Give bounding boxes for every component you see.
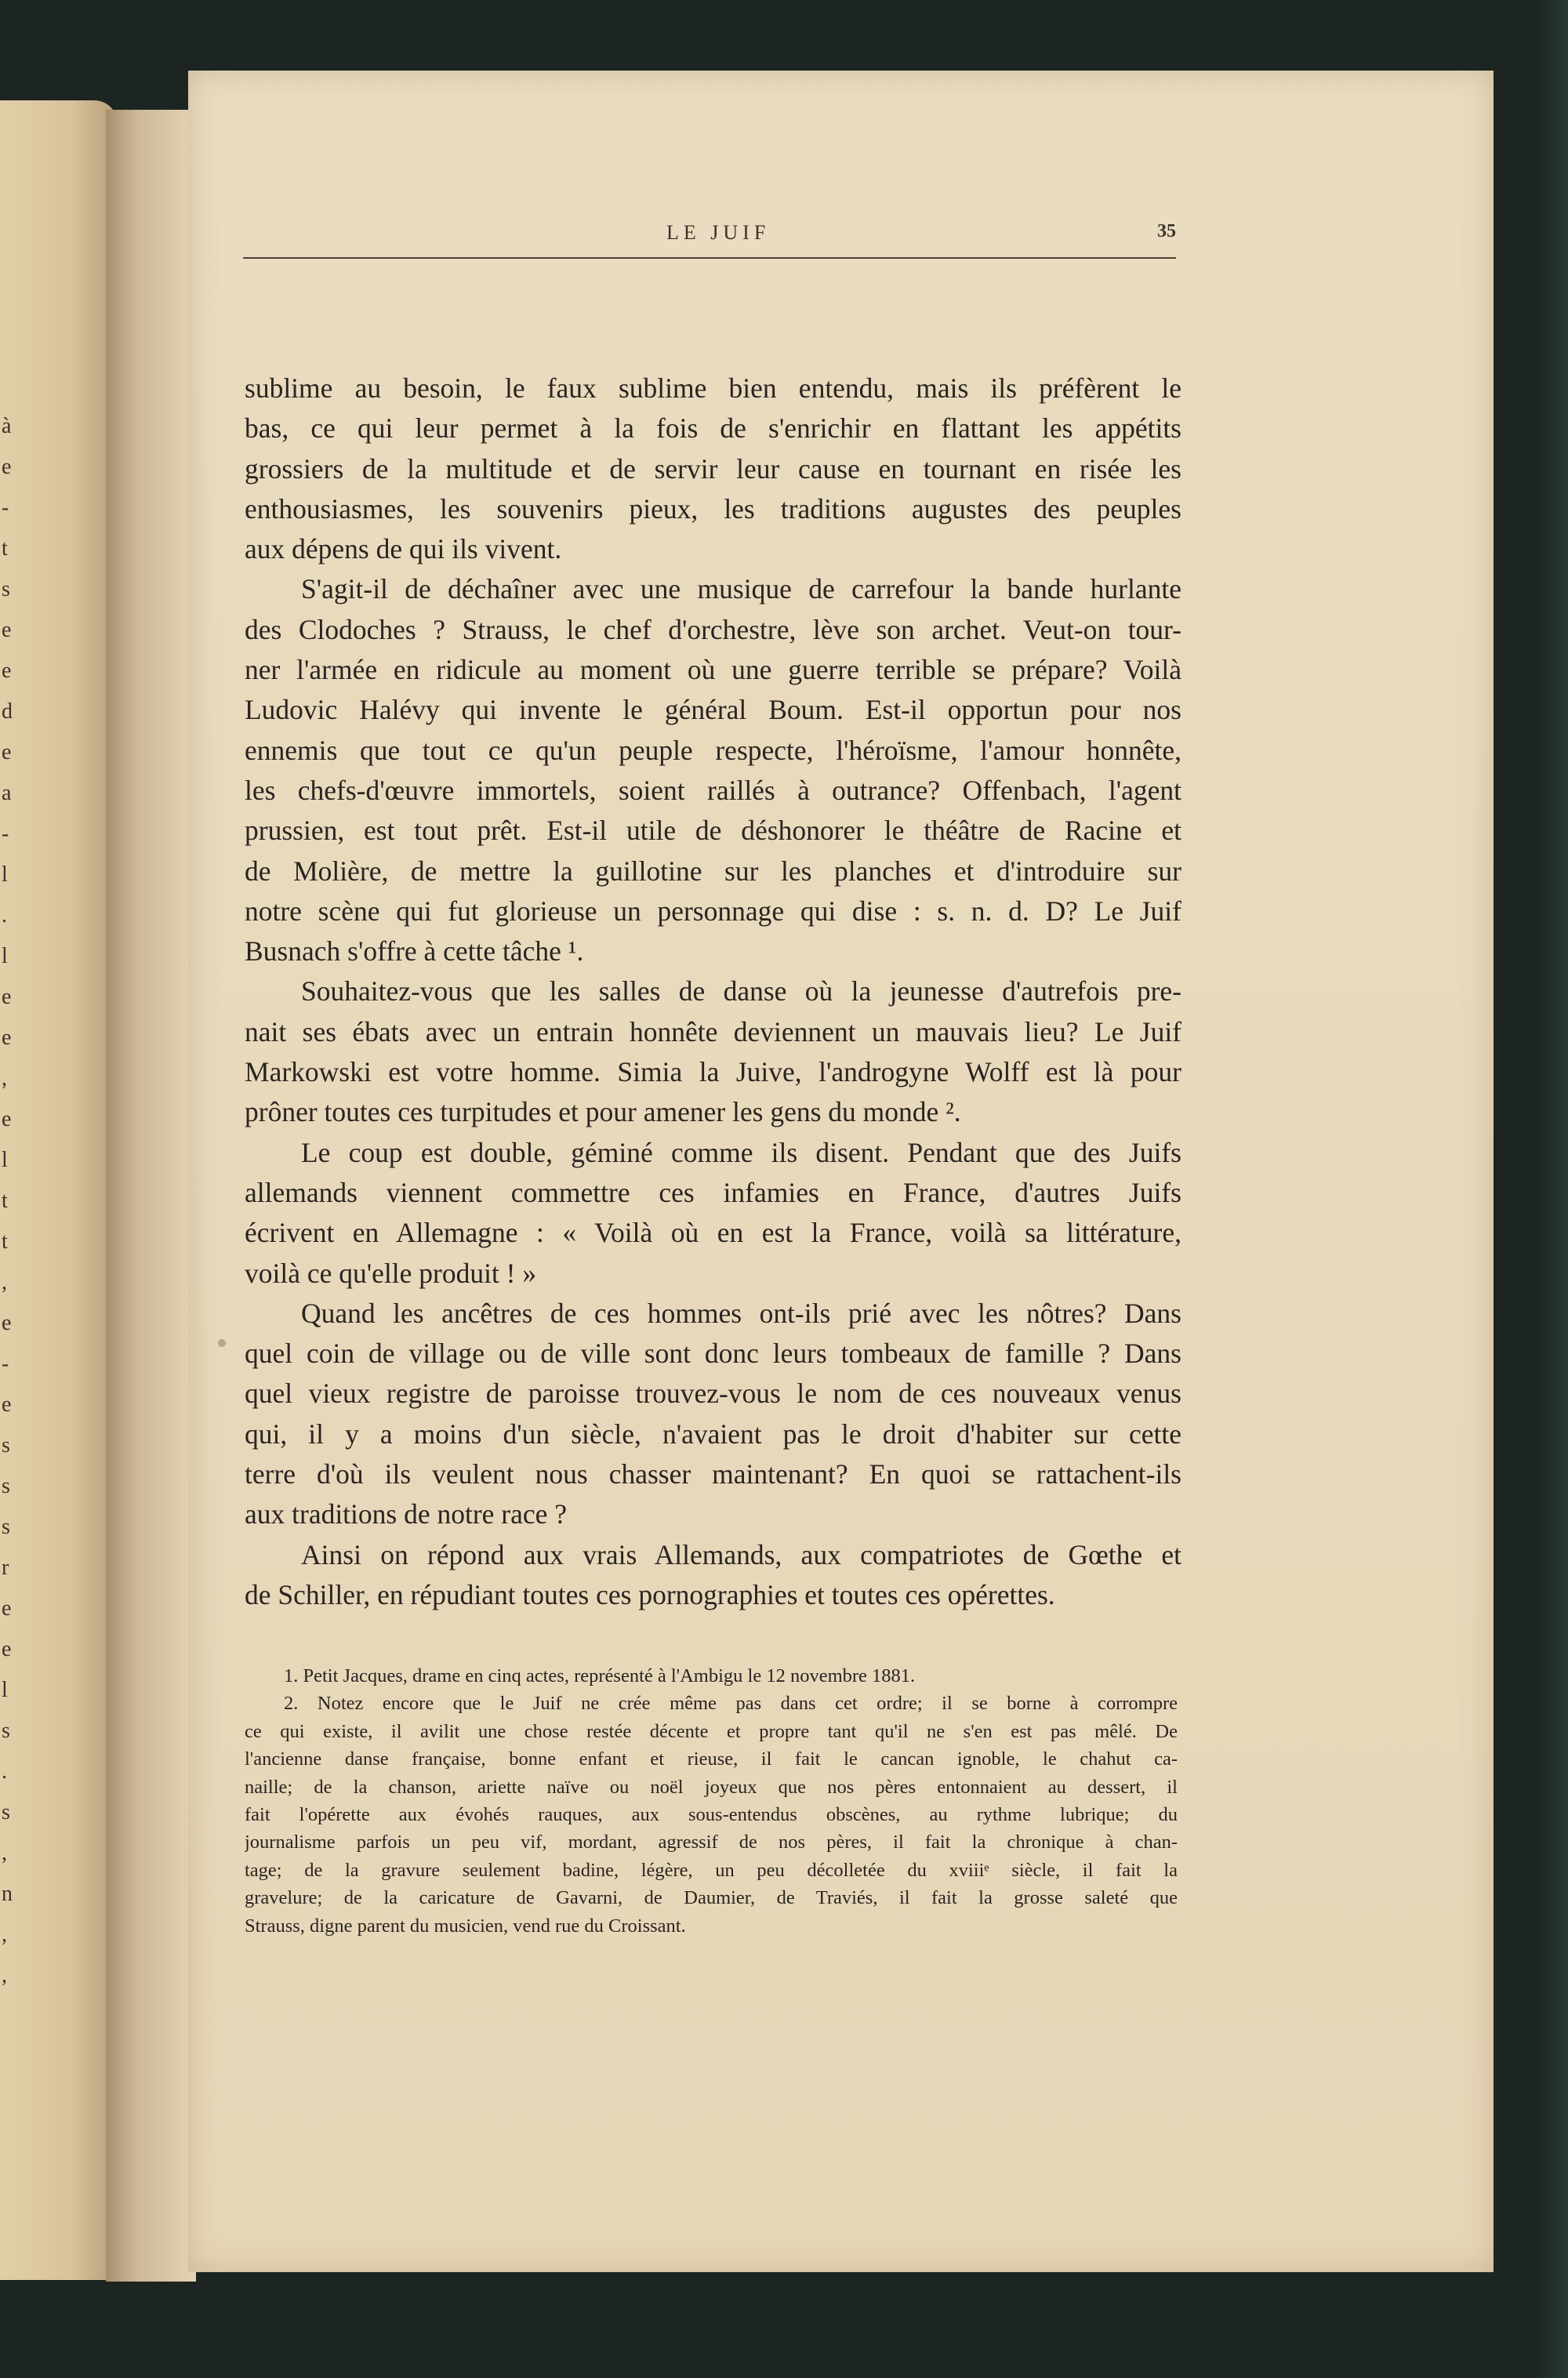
body-line: prussien, est tout prêt. Est-il utile de déshonorer le théâtre de Racine et — [245, 815, 1181, 847]
left-margin-char: . — [2, 903, 7, 928]
left-margin-char: - — [2, 822, 9, 846]
left-margin-char: s — [2, 577, 10, 601]
left-margin-char: t — [2, 1229, 8, 1254]
left-margin-char: , — [2, 1066, 7, 1091]
left-margin-char: , — [2, 1270, 7, 1294]
body-line: des Clodoches ? Strauss, le chef d'orchestre, lève son archet. Veut-on tour- — [245, 613, 1181, 645]
left-margin-char: . — [2, 1759, 7, 1784]
footnote-line: tage; de la gravure seulement badine, légère, un peu décolletée du xviiiᵉ siècle, il fait la — [245, 1859, 1178, 1881]
left-margin-char: d — [2, 699, 13, 724]
body-line: notre scène qui fut glorieuse un personnage qui dise : s. n. d. D? Le Juif — [245, 895, 1181, 927]
running-title: LE JUIF — [666, 221, 771, 244]
body-line: aux traditions de notre race ? — [245, 1498, 568, 1530]
left-margin-char: l — [2, 1678, 8, 1702]
running-header — [243, 220, 1176, 267]
body-line: Ainsi on répond aux vrais Allemands, aux compatriotes de Gœthe et — [301, 1538, 1181, 1570]
body-line: prôner toutes ces turpitudes et pour amener les gens du monde ². — [245, 1096, 961, 1128]
left-margin-char: , — [2, 1963, 7, 1988]
left-margin-char: e — [2, 618, 12, 642]
left-margin-char: s — [2, 1719, 10, 1743]
footnote-line: journalisme parfois un peu vif, mordant, agressif de nos pères, il fait la chronique à chan- — [245, 1832, 1178, 1853]
body-line: quel vieux registre de paroisse trouvez-vous le nom de ces nouveaux venus — [245, 1378, 1181, 1410]
footnote-line: l'ancienne danse française, bonne enfant et rieuse, il fait le cancan ignoble, le chahut ca- — [245, 1748, 1178, 1770]
body-line: ner l'armée en ridicule au moment où une guerre terrible se prépare? Voilà — [245, 654, 1181, 686]
left-margin-char: e — [2, 1596, 12, 1621]
footnote-line: fait l'opérette aux évohés rauques, aux sous-entendus obscènes, au rythme lubrique; du — [245, 1803, 1178, 1825]
body-line: ennemis que tout ce qu'un peuple respecte, l'héroïsme, l'amour honnête, — [245, 734, 1181, 766]
body-line: Ludovic Halévy qui invente le général Boum. Est-il opportun pour nos — [245, 694, 1181, 726]
body-line: aux dépens de qui ils vivent. — [245, 533, 562, 565]
left-margin-char: - — [2, 1352, 9, 1376]
left-facing-page — [0, 100, 118, 2280]
left-margin-char: t — [2, 1189, 8, 1213]
left-margin-char: a — [2, 781, 12, 805]
body-line: allemands viennent commettre ces infamies en France, d'autres Juifs — [245, 1176, 1181, 1208]
footnote-line: naille; de la chanson, ariette naïve ou noël joyeux que nos pères entonnaient au dessert, il — [245, 1776, 1178, 1798]
header-rule — [243, 257, 1176, 259]
body-line: grossiers de la multitude et de servir leur cause en tournant en risée les — [245, 452, 1181, 485]
left-margin-char: e — [2, 1026, 12, 1050]
footnote-line: 2. Notez encore que le Juif ne crée même pas dans cet ordre; il se borne à corrompre — [284, 1693, 1178, 1715]
body-line: Quand les ancêtres de ces hommes ont-ils prié avec les nôtres? Dans — [301, 1297, 1181, 1329]
left-margin-char: e — [2, 1311, 12, 1335]
left-margin-char: s — [2, 1433, 10, 1458]
left-margin-char: l — [2, 1148, 8, 1172]
body-line: écrivent en Allemagne : « Voilà où en est la France, voilà sa littérature, — [245, 1217, 1181, 1249]
body-text — [245, 368, 1181, 1615]
body-line: S'agit-il de déchaîner avec une musique de carrefour la bande hurlante — [301, 573, 1181, 605]
body-line: Le coup est double, géminé comme ils disent. Pendant que des Juifs — [301, 1136, 1181, 1168]
background-edge — [1537, 0, 1568, 2378]
footnote-line: 1. Petit Jacques, drame en cinq actes, représenté à l'Ambigu le 12 novembre 1881. — [284, 1665, 916, 1686]
left-margin-char: e — [2, 985, 12, 1009]
left-margin-char: e — [2, 740, 12, 764]
left-margin-char: n — [2, 1882, 13, 1906]
page-mark — [218, 1339, 226, 1347]
body-line: qui, il y a moins d'un siècle, n'avaient pas le droit d'habiter sur cette — [245, 1418, 1181, 1450]
body-line: Busnach s'offre à cette tâche ¹. — [245, 935, 584, 968]
left-margin-char: l — [2, 862, 8, 887]
left-margin-char: e — [2, 455, 12, 479]
left-margin-char: s — [2, 1474, 10, 1498]
left-margin-char: s — [2, 1515, 10, 1539]
left-margin-char: e — [2, 1392, 12, 1417]
left-margin-char: e — [2, 1637, 12, 1661]
footnote-line: gravelure; de la caricature de Gavarni, de Daumier, de Traviés, il fait la grosse saleté que — [245, 1887, 1178, 1909]
body-line: bas, ce qui leur permet à la fois de s'enrichir en flattant les appétits — [245, 412, 1181, 445]
left-margin-char: r — [2, 1556, 9, 1580]
left-margin-char: , — [2, 1841, 7, 1865]
left-margin-char: à — [2, 414, 12, 438]
left-margin-char: e — [2, 1107, 12, 1131]
left-margin-char: - — [2, 496, 9, 520]
body-line: voilà ce qu'elle produit ! » — [245, 1257, 537, 1289]
body-line: sublime au besoin, le faux sublime bien entendu, mais ils préfèrent le — [245, 372, 1181, 404]
body-line: enthousiasmes, les souvenirs pieux, les traditions augustes des peuples — [245, 492, 1181, 525]
body-line: Souhaitez-vous que les salles de danse où la jeunesse d'autrefois pre- — [301, 975, 1181, 1007]
body-line: Markowski est votre homme. Simia la Juive, l'androgyne Wolff est là pour — [245, 1056, 1181, 1088]
left-margin-char: s — [2, 1800, 10, 1824]
footnotes — [245, 1662, 1178, 1940]
left-margin-char: e — [2, 659, 12, 683]
footnote-line: ce qui existe, il avilit une chose restée décente et propre tant qu'il ne s'en est pas mêlé. De — [245, 1720, 1178, 1742]
left-margin-char: t — [2, 536, 8, 561]
body-line: quel coin de village ou de ville sont donc leurs tombeaux de famille ? Dans — [245, 1338, 1181, 1370]
body-line: nait ses ébats avec un entrain honnête deviennent un mauvais lieu? Le Juif — [245, 1015, 1181, 1047]
left-page-margin-text — [0, 100, 24, 2280]
body-line: les chefs-d'œuvre immortels, soient raillés à outrance? Offenbach, l'agent — [245, 774, 1181, 806]
body-line: terre d'où ils veulent nous chasser maintenant? En quoi se rattachent-ils — [245, 1458, 1181, 1490]
body-line: de Schiller, en répudiant toutes ces pornographies et toutes ces opérettes. — [245, 1578, 1055, 1610]
left-margin-char: , — [2, 1922, 7, 1947]
footnote-line: Strauss, digne parent du musicien, vend rue du Croissant. — [245, 1915, 686, 1937]
body-line: de Molière, de mettre la guillotine sur les planches et d'introduire sur — [245, 855, 1181, 887]
book-gutter — [106, 110, 196, 2282]
left-margin-char: l — [2, 944, 8, 968]
page-number: 35 — [1157, 221, 1176, 241]
